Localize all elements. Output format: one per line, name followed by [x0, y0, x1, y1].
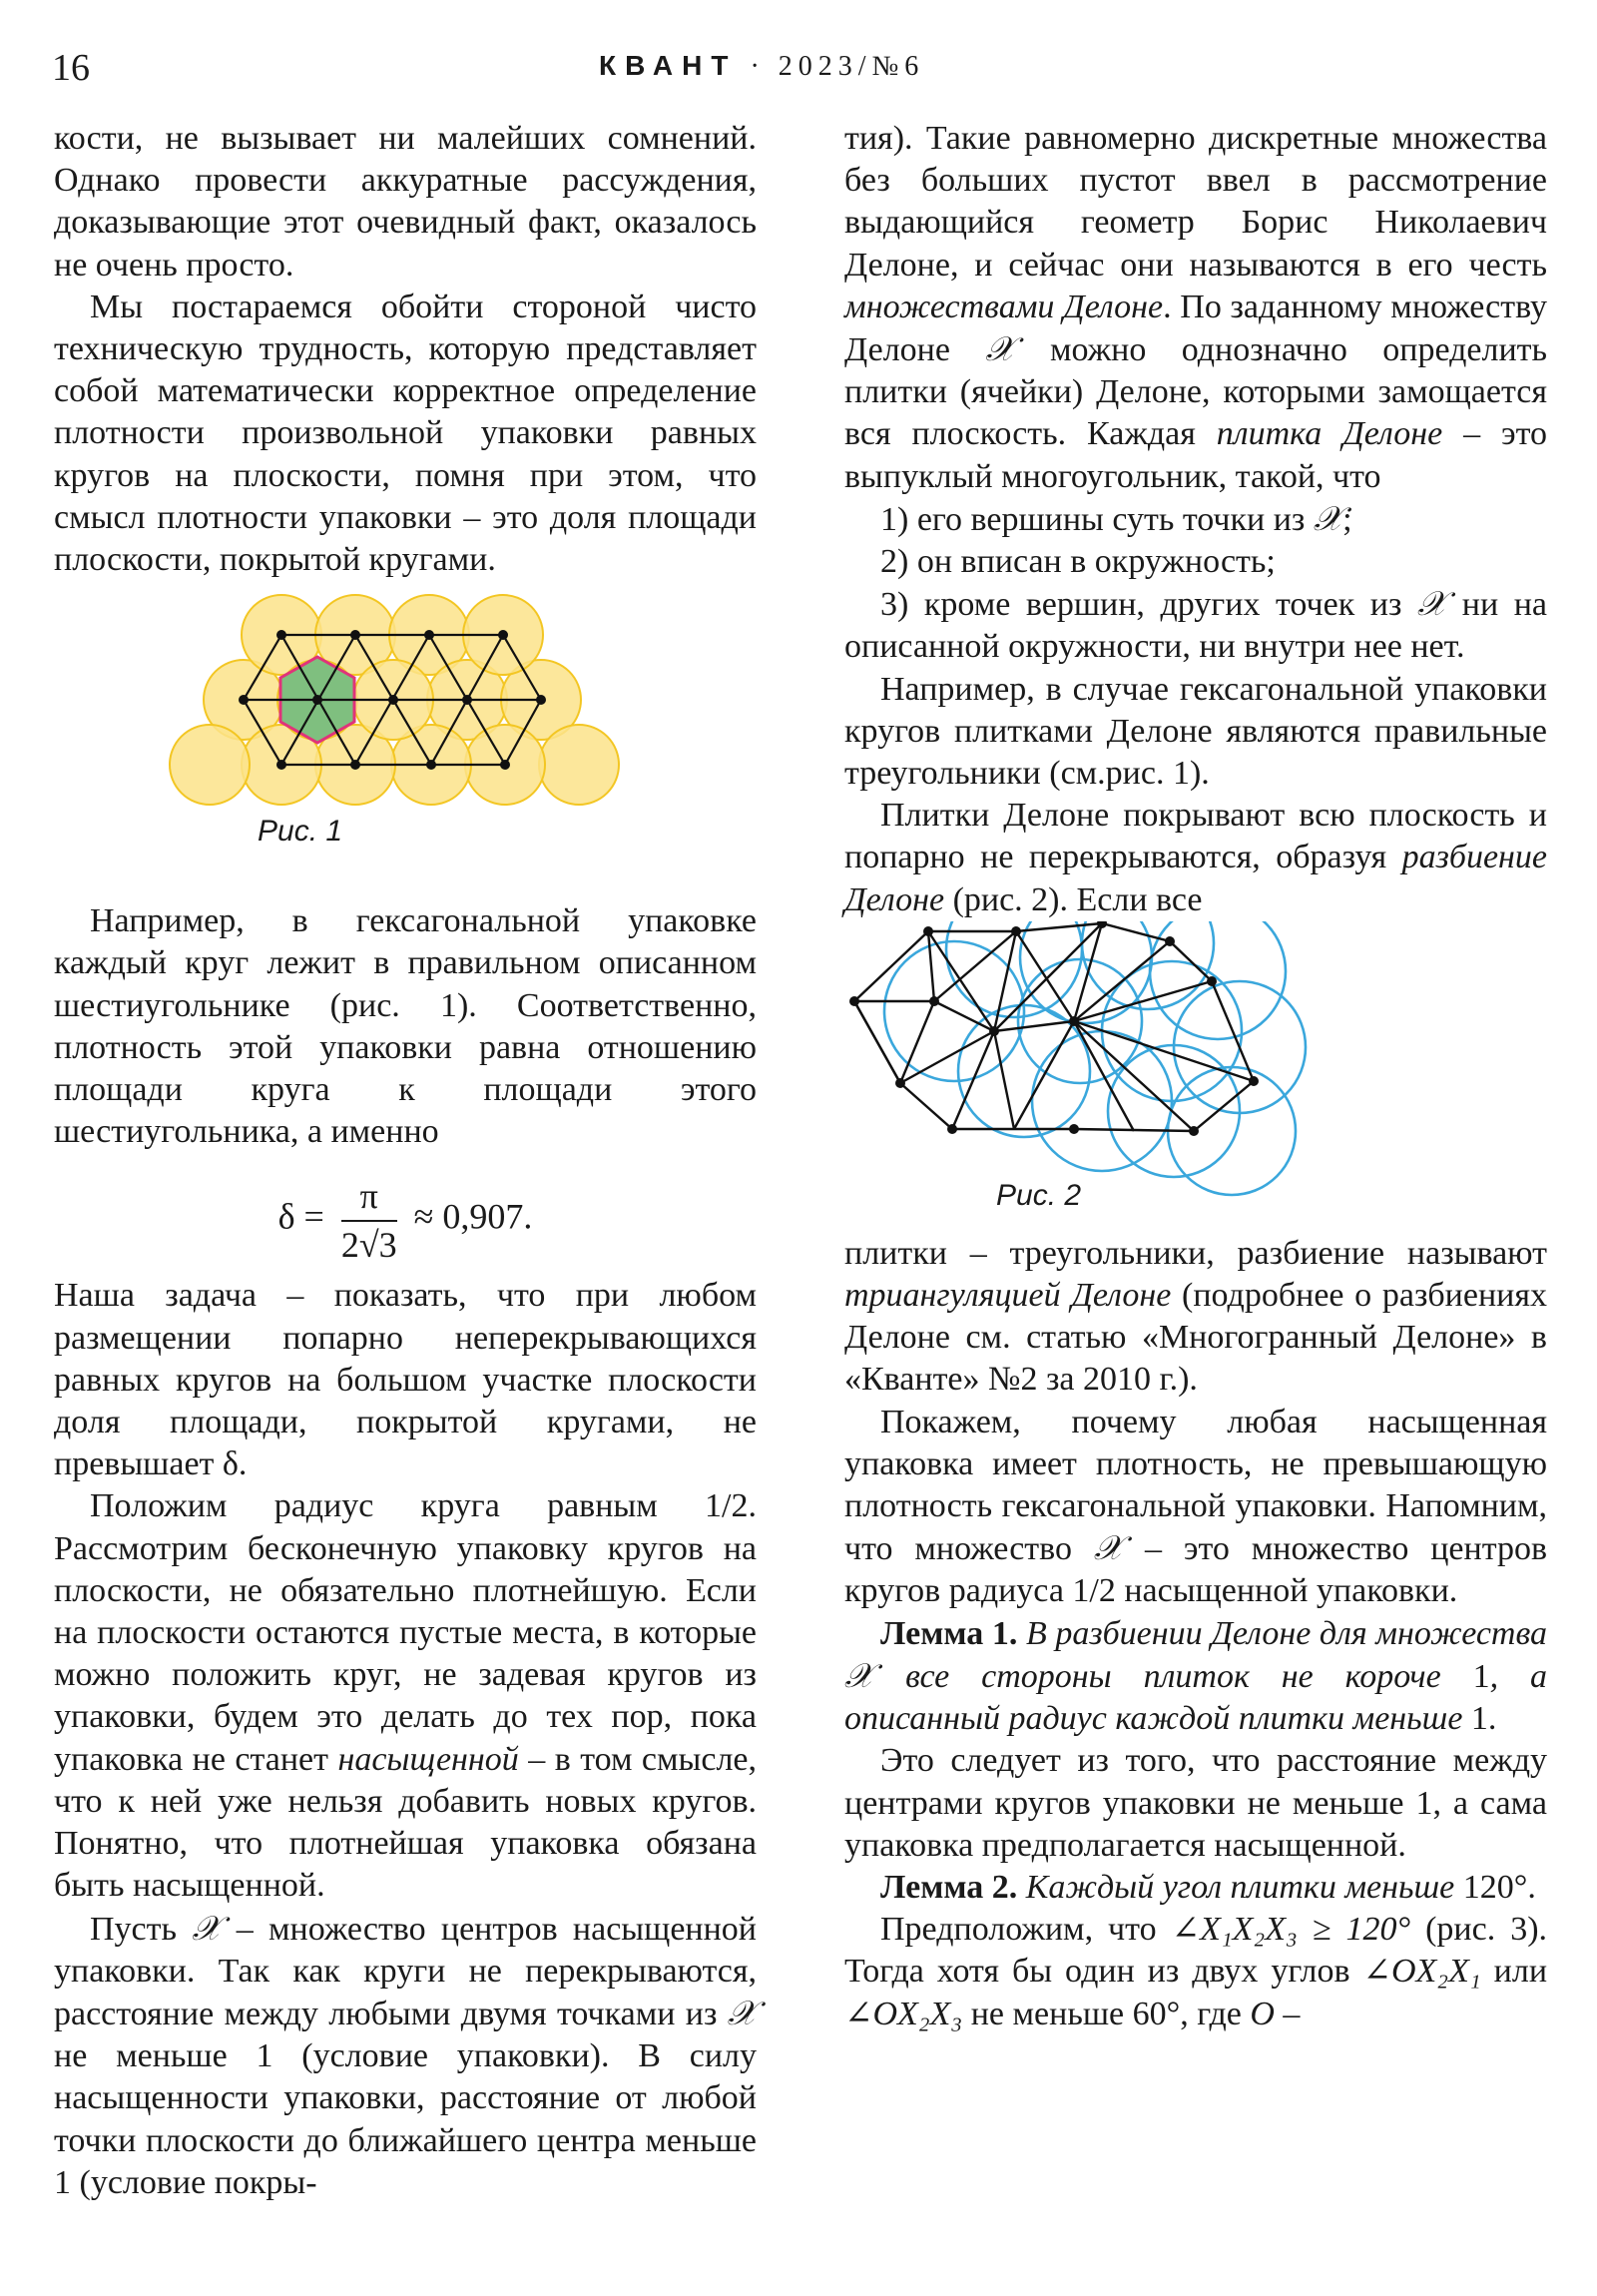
formula-rhs: ≈ 0,907. [413, 1196, 533, 1237]
figure-2 [844, 921, 1547, 1233]
paragraph: Положим радиус круга равным 1/2. Рассмотрим бесконечную упаковку кругов на плоскости, не обязательно плотнейшую. Если на плоскости остаются пустые места, в которые можно положить круг, не задевая кругов из упаковки, будем это делать до тех пор, пока упаковка не станет насыщенной – в том смысле, что к ней уже нельзя добавить новых кругов. Понятно, что плотнейшая упаковка обязана быть насыщенной. [54, 1487, 758, 1905]
paragraph: Наша задача – показать, что при любом размещении попарно неперекрывающихся равных кругов на большом участке плоскости доля площади, покрытой кругами, не превышает δ. [54, 1277, 757, 1483]
journal-issue: · 2023/№6 [750, 51, 925, 82]
formula-lhs: δ = [277, 1196, 324, 1237]
left-column [54, 118, 757, 2204]
set-symbol: 𝒳 [1416, 584, 1447, 625]
paragraph: Предположим, что ∠X₁X₂X₃ ≥ 120° (рис. 3). Тогда хотя бы один из двух углов ∠OX₂X₁ или ∠OX₂X₃ не меньше 60°, где O – [844, 1911, 1548, 2032]
italic-term: множествами Делоне [844, 287, 1164, 325]
density-formula [54, 1175, 757, 1265]
set-symbol: 𝒳 [192, 1908, 222, 1949]
paragraph: Плитки Делоне покрывают всю плоскость и попарно не перекрываются, образуя разбиение Делоне (рис. 2). Если все [844, 797, 1547, 918]
italic-term: плитка Делоне [1216, 415, 1443, 453]
paragraph: Покажем, почему любая насыщенная упаковка имеет плотность, не превышающую плотность гексагональной упаковки. Напомним, что множество 𝒳 – это множество центров кругов радиуса 1/2 насыщенной упаковки. [844, 1403, 1548, 1610]
paragraph: Это следует из того, что расстояние между центрами кругов упаковки не меньше 1, а сама упаковка предполагается насыщенной. [844, 1742, 1547, 1864]
lemma-label: Лемма 2. [880, 1868, 1018, 1906]
right-column [844, 118, 1547, 2035]
paragraph: Мы постараемся обойти стороной чисто техническую трудность, которую представляет собой математически корректное определение плотности произвольной упаковки равных кругов на плоскости, помня при этом, что смысл плотности упаковки – это доля площади плоскости, покрытой кругами. [54, 287, 757, 579]
delaunay-vertices [849, 921, 1259, 1136]
italic-term: разбиение Делоне [844, 839, 1547, 918]
paragraph: Например, в случае гексагональной упаковки кругов плитками Делоне являются правильные треугольники (см.рис. 1). [844, 670, 1547, 793]
italic-term: насыщенной [337, 1740, 519, 1778]
formula-denominator: 2√3 [340, 1224, 397, 1265]
journal-title [599, 50, 924, 83]
set-symbol: 𝒳 [844, 1655, 874, 1696]
math-expression: ∠OX₂X₃ [844, 1995, 963, 2032]
page-header [0, 46, 1597, 96]
math-symbol: O [1250, 1995, 1275, 2032]
paragraph: Пусть 𝒳 – множество центров насыщенной упаковки. Так как круги не перекрываются, расстояние между любыми двумя точками из 𝒳 не меньше 1 (условие упаковки). В силу насыщенности упаковки, расстояние от любой точки плоскости до ближайшего центра меньше 1 (условие покры- [54, 1908, 758, 2201]
paragraph: тия). Такие равномерно дискретные множества без больших пустот ввел в рассмотрение выдающийся геометр Борис Николаевич Делоне, и сейчас они называются в его честь множествами Делоне. По заданному множеству Делоне 𝒳 можно однозначно определить плитки (ячейки) Делоне, которыми замощается вся плоскость. Каждая плитка Делоне – это выпуклый многоугольник, такой, что [844, 120, 1548, 495]
math-expression: ∠OX₂X₁ [1362, 1953, 1481, 1991]
list-item: 1) его вершины суть точки из 𝒳; [880, 498, 1352, 539]
formula-numerator: π [341, 1175, 397, 1221]
list-item: 3) кроме вершин, других точек из 𝒳 ни на описанной окружности, ни внутри нее нет. [844, 584, 1547, 666]
set-symbol: 𝒳 [727, 1993, 758, 2033]
lemma-2: Лемма 2. Каждый угол плитки меньше 120°. [880, 1868, 1536, 1906]
set-symbol: 𝒳 [1093, 1528, 1124, 1569]
math-expression: ∠X₁X₂X₃ ≥ 120° [1171, 1911, 1411, 1949]
italic-term: триангуляцией Делоне [844, 1277, 1172, 1315]
page-number: 16 [52, 47, 90, 89]
delaunay-figure [844, 921, 1547, 1233]
paragraph: кости, не вызывает ни малейших сомнений. Однако провести аккуратные рассуждения, доказывающие этот очевидный факт, оказалось не очень просто. [54, 120, 757, 284]
hexagonal-packing-figure [54, 589, 757, 849]
paragraph: Например, в гексагональной упаковке каждый круг лежит в правильном описанном шестиугольнике (рис. 1). Соответственно, плотность этой упаковки равна отношению площади круга к площади этого шестиугольника, а именно [54, 902, 757, 1151]
figure-2-caption: Рис. 2 [996, 1178, 1082, 1212]
lemma-1: Лемма 1. В разбиении Делоне для множества 𝒳 все стороны плиток не короче 1, а описанный радиус каждой плитки меньше 1. [844, 1614, 1548, 1738]
paragraph: плитки – треугольники, разбиение называют триангуляцией Делоне (подробнее о разбиениях Делоне см. статью «Многогранный Делоне» в «Кванте» №2 за 2010 г.). [844, 1234, 1547, 1399]
formula-fraction [341, 1175, 397, 1265]
set-symbol: 𝒳 [985, 329, 1015, 370]
figure-1-caption: Рис. 1 [258, 815, 343, 849]
lemma-label: Лемма 1. [880, 1614, 1018, 1652]
journal-name: КВАНТ [599, 50, 738, 81]
figure-1 [54, 589, 757, 849]
set-symbol: 𝒳 [1313, 498, 1343, 539]
list-item: 2) он вписан в окружность; [880, 543, 1276, 581]
